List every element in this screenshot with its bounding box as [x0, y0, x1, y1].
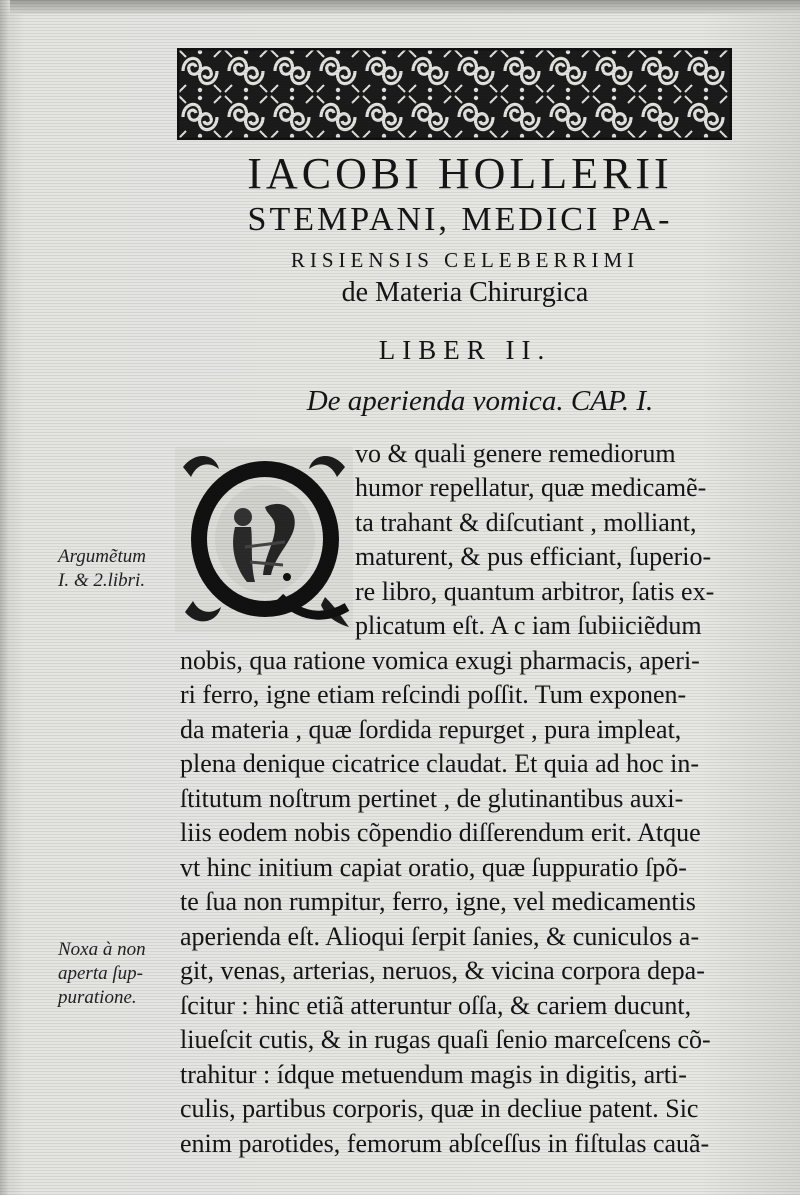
- page-gutter-shadow: [0, 0, 10, 1195]
- body-line: te ſua non rumpitur, ferro, igne, vel medicamentis: [180, 887, 696, 916]
- title-subject: de Materia Chirurgica: [341, 277, 589, 308]
- margin-note-line: Noxa à non: [58, 939, 146, 960]
- book-number: LIBER II.: [378, 335, 552, 365]
- body-line: vo & quali genere remediorum: [355, 439, 676, 468]
- body-line: ſcitur : hinc etiã atteruntur oſſa, & cariem ducunt,: [180, 991, 692, 1020]
- margin-note-noxa: [58, 938, 178, 1010]
- body-line: aperienda eſt. Alioqui ſerpit ſanies, & cuniculos a-: [180, 922, 700, 951]
- body-line: git, venas, arterias, neruos, & vicina corpora depa-: [180, 956, 705, 985]
- title-line-2: STEMPANI, MEDICI PA-: [247, 201, 673, 238]
- margin-note-line: puratione.: [58, 987, 137, 1008]
- decorated-initial-q-icon: [175, 447, 353, 632]
- body-line: maturent, & pus efficiant, ſuperio-: [355, 542, 712, 571]
- body-line: plena denique cicatrice claudat. Et quia ad hoc in-: [180, 749, 700, 778]
- body-line: humor repellatur, quæ medicamẽ-: [355, 473, 707, 502]
- body-line: liueſcit cutis, & in rugas quaſi ſenio marceſcens cõ-: [180, 1025, 711, 1054]
- woodcut-ornament-band-icon: [177, 48, 732, 140]
- margin-note-argumentum: [58, 545, 178, 593]
- margin-note-line: aperta ſup-: [58, 963, 143, 984]
- body-line: ri ferro, igne etiam reſcindi poſſit. Tum exponen-: [180, 680, 687, 709]
- body-line: ſtitutum noſtrum pertinet , de glutinantibus auxi-: [180, 784, 684, 813]
- margin-note-line: Argumẽtum: [58, 546, 146, 567]
- body-line: plicatum eſt. A c iam ſubiiciẽdum: [355, 611, 702, 640]
- body-line: enim parotides, femorum abſceſſus in fiſtulas cauã-: [180, 1129, 710, 1158]
- margin-note-line: I. & 2.libri.: [58, 570, 146, 591]
- body-line: nobis, qua ratione vomica exugi pharmacis, aperi-: [180, 646, 700, 675]
- body-line: da materia , quæ ſordida repurget , pura impleat,: [180, 715, 682, 744]
- body-line: re libro, quantum arbitror, ſatis ex-: [355, 577, 715, 606]
- body-line: ta trahant & diſcutiant , molliant,: [355, 508, 697, 537]
- body-line: culis, partibus corporis, quæ in decliue patent. Sic: [180, 1094, 699, 1123]
- chapter-caption: De aperienda vomica. CAP. I.: [306, 385, 654, 417]
- page-top-edge: [0, 0, 800, 14]
- title-line-3: RISIENSIS CELEBERRIMI: [290, 248, 640, 272]
- body-line: vt hinc initium capiat oratio, quæ ſuppuratio ſpõ-: [180, 853, 687, 882]
- title-author: IACOBI HOLLERII: [247, 149, 673, 198]
- body-line: liis eodem nobis cõpendio diſſerendum erit. Atque: [180, 818, 701, 847]
- body-line: trahitur : ídque metuendum magis in digitis, arti-: [180, 1060, 687, 1089]
